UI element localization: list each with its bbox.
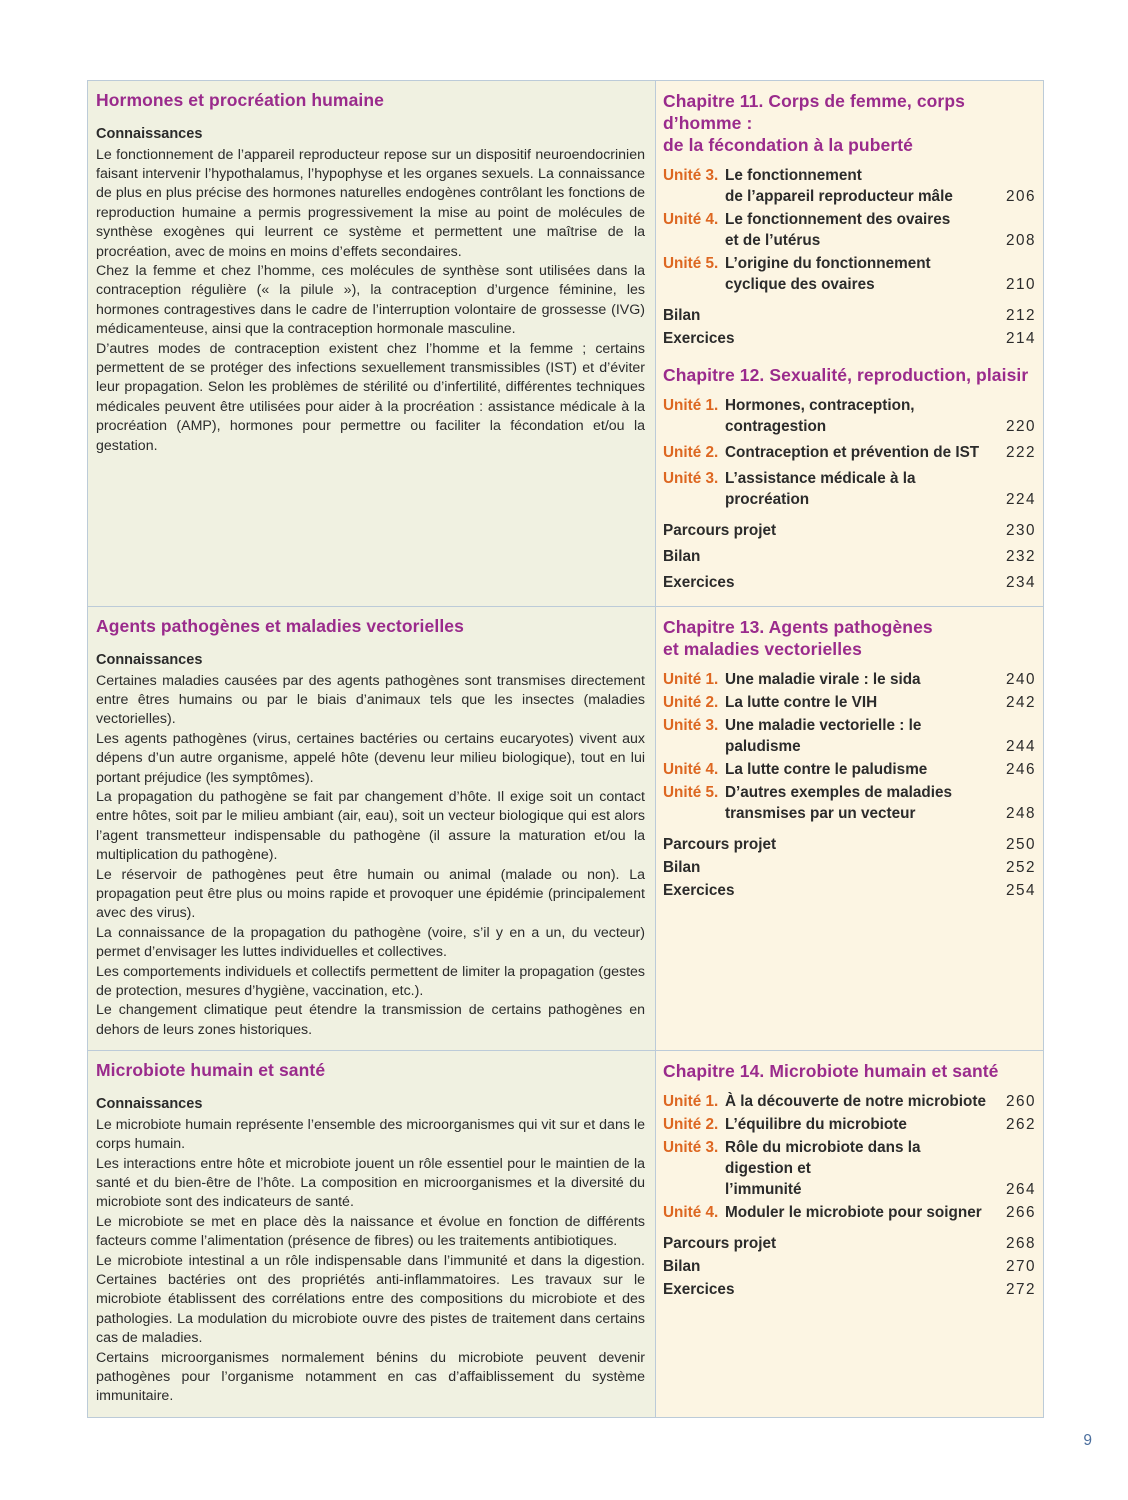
- chapter-title-line: Chapitre 14. Microbiote humain et santé: [663, 1061, 999, 1082]
- toc-entry-text: [725, 442, 992, 463]
- toc-entry-page: 240: [1005, 671, 1036, 688]
- toc-entry-page: 212: [1005, 307, 1036, 324]
- toc-entry-page: 266: [1005, 1204, 1036, 1222]
- program-title: Agents pathogènes et maladies vectorielles: [96, 616, 464, 636]
- program-paragraph: Certaines maladies causées par des agents pathogènes sont transmises directement entre êtres humains ou par le biais d’animaux tels que les insectes (maladies vectorielles).: [96, 672, 645, 728]
- toc-entry-line: Contraception et prévention de IST: [725, 444, 980, 461]
- toc-entry: [663, 468, 1036, 510]
- toc-entry: [663, 834, 1036, 855]
- toc-entry-page: 206: [1005, 188, 1036, 205]
- unit-label: Unité 5.: [663, 255, 719, 272]
- toc-entry-page: 234: [1005, 574, 1036, 591]
- contents-table: [87, 80, 1044, 1418]
- toc-entry-text: [725, 782, 992, 824]
- toc-entry-line: Bilan: [663, 307, 701, 324]
- program-paragraph: La connaissance de la propagation du pathogène (voire, s’il y en a un, du vecteur) permet d’envisager les luttes individuelles et collectives.: [96, 924, 645, 961]
- toc-entry-text: [663, 305, 992, 326]
- page-number: 9: [1083, 1432, 1092, 1449]
- program-block-3: [88, 1051, 656, 1417]
- toc-entry-text: [663, 546, 992, 567]
- unit-label: Unité 1.: [663, 671, 719, 688]
- chapter-column-3: [656, 1051, 1043, 1417]
- unit-label: Unité 4.: [663, 1204, 719, 1222]
- unit-label: Unité 4.: [663, 211, 719, 228]
- unit-label: Unité 2.: [663, 444, 719, 461]
- unit-label: Unité 4.: [663, 761, 719, 778]
- toc-entry-text: [725, 692, 992, 713]
- toc-entry: [663, 1256, 1036, 1277]
- toc-entry-text: [663, 857, 992, 878]
- toc-entry-line: transmises par un vecteur: [725, 805, 916, 822]
- chapter-11: [663, 90, 1036, 349]
- toc-entry-line: L’origine du fonctionnement: [725, 255, 931, 272]
- toc-entry-text: [663, 572, 992, 593]
- toc-entry-text: [663, 1256, 992, 1277]
- toc-entry-text: [725, 165, 992, 207]
- toc-entry-line: cyclique des ovaires: [725, 276, 875, 293]
- toc-entry: [663, 669, 1036, 690]
- toc-entry-line: L’assistance médicale à la procréation: [725, 470, 916, 508]
- chapter-title-line: Chapitre 12. Sexualité, reproduction, plaisir: [663, 365, 1029, 385]
- program-paragraphs: [96, 672, 645, 1041]
- toc-entry-text: [663, 1279, 992, 1300]
- toc-entry: [663, 253, 1036, 295]
- toc-entry-page: 224: [1005, 491, 1036, 508]
- toc-entry-text: [725, 1202, 992, 1223]
- program-paragraphs: [96, 1116, 645, 1407]
- program-paragraph: Le microbiote se met en place dès la naissance et évolue en fonction de différents facteurs comme l’alimentation (présence de fibres) ou les traitements antibiotiques.: [96, 1213, 645, 1250]
- chapter-title-line: de la fécondation à la puberté: [663, 135, 913, 155]
- toc-entry: [663, 782, 1036, 824]
- chapter-column-2: [656, 607, 1043, 1051]
- unit-label: Unité 2.: [663, 1116, 719, 1134]
- unit-label: Unité 3.: [663, 167, 719, 184]
- chapter-title: [663, 616, 1036, 660]
- toc-entry-page: 246: [1005, 761, 1036, 778]
- toc-entry-text: [725, 759, 992, 780]
- toc-entry-page: 230: [1005, 522, 1036, 539]
- toc-entry-page: 264: [1005, 1181, 1036, 1199]
- toc-entry-page: 232: [1005, 548, 1036, 565]
- program-paragraphs: [96, 146, 645, 457]
- toc-entry-text: [663, 834, 992, 855]
- toc-entry-line: Parcours projet: [663, 836, 777, 853]
- toc-entry: [663, 520, 1036, 541]
- program-paragraph: Le réservoir de pathogènes peut être humain ou animal (malade ou non). La propagation peut être plus ou moins rapide et provoquer une épidémie (principalement avec des virus).: [96, 866, 645, 922]
- toc-entry: [663, 1233, 1036, 1254]
- toc-entry: [663, 442, 1036, 463]
- toc-entry-text: [725, 468, 992, 510]
- unit-label: Unité 2.: [663, 694, 719, 711]
- toc-entry-line: À la découverte de notre microbiote: [725, 1093, 986, 1111]
- toc-entry-text: [663, 328, 992, 349]
- toc-entry-line: L’équilibre du microbiote: [725, 1116, 907, 1134]
- toc-entry-text: [725, 1114, 992, 1135]
- toc-entry-text: [663, 1233, 992, 1254]
- toc-entry-page: 242: [1005, 694, 1036, 711]
- program-title: Microbiote humain et santé: [96, 1060, 326, 1081]
- chapter-13: [663, 616, 1036, 901]
- toc-entry: [663, 1202, 1036, 1223]
- toc-entry-line: Le fonctionnement des ovaires: [725, 211, 951, 228]
- toc-entry-page: 254: [1005, 882, 1036, 899]
- toc-entry: [663, 209, 1036, 251]
- toc-entry: [663, 1114, 1036, 1135]
- connaissances-label: Connaissances: [96, 126, 203, 142]
- chapter-title-line: et maladies vectorielles: [663, 639, 862, 659]
- toc-entry-line: Le fonctionnement: [725, 167, 862, 184]
- chapter-12: [663, 364, 1036, 593]
- chapter-title: [663, 364, 1036, 386]
- chapter-14: [663, 1060, 1036, 1300]
- program-paragraph: Les comportements individuels et collectifs permettent de limiter la propagation (gestes de protection, mesures d’hygiène, vaccination, etc.).: [96, 963, 645, 999]
- program-paragraph: Les interactions entre hôte et microbiote jouent un rôle essentiel pour le maintien de la santé et du bien-être de l’hôte. La composition en microorganismes et la diversité du microbiote sont des indicateurs de santé.: [96, 1155, 645, 1211]
- toc-entry-line: l’immunité: [725, 1181, 802, 1199]
- toc-entry-line: Exercices: [663, 574, 735, 591]
- toc-entry: [663, 715, 1036, 757]
- toc-entry: [663, 1137, 1036, 1200]
- unit-label: Unité 1.: [663, 1093, 719, 1111]
- toc-entry-page: 252: [1005, 859, 1036, 876]
- toc-entry-page: 250: [1005, 836, 1036, 853]
- toc-entry-page: 262: [1005, 1116, 1036, 1134]
- toc-entry-line: Une maladie vectorielle : le paludisme: [725, 717, 922, 755]
- toc-entry-line: de l’appareil reproducteur mâle: [725, 188, 953, 205]
- program-paragraph: Le microbiote humain représente l’ensemble des microorganismes qui vit sur et dans le corps humain.: [96, 1116, 645, 1153]
- toc-entry-line: Bilan: [663, 548, 701, 565]
- toc-entry-text: [725, 253, 992, 295]
- toc-entry-line: Exercices: [663, 330, 735, 347]
- program-title: Hormones et procréation humaine: [96, 90, 385, 110]
- program-paragraph: Chez la femme et chez l’homme, ces molécules de synthèse sont utilisées dans la contraception régulière (« la pilule »), la contraception d’urgence féminine, les hormones contragestives dans le cadre de l’interruption volontaire de grossesse (IVG) médicamenteuse, ainsi que la contraception hormonale masculine.: [96, 262, 645, 338]
- toc-entry: [663, 1279, 1036, 1300]
- connaissances-label: Connaissances: [96, 1096, 203, 1113]
- unit-label: Unité 3.: [663, 470, 719, 487]
- unit-label: Unité 1.: [663, 397, 719, 414]
- toc-entry-page: 268: [1005, 1235, 1036, 1253]
- toc-entry-text: [663, 520, 992, 541]
- program-paragraph: Le fonctionnement de l’appareil reproducteur repose sur un dispositif neuroendocrinien faisant intervenir l’hypothalamus, l’hypophyse et les organes sexuels. La connaissance de plus en plus précise des hormones naturelles endogènes contrôlant les fonctions de reproduction humaine a permis progressivement la mise au point de molécules de synthèse exogènes qui leurrent ce système et permettent une maîtrise de la procréation, avec de moins en moins d’effets secondaires.: [96, 146, 645, 260]
- chapter-title-line: Chapitre 11. Corps de femme, corps d’homme :: [663, 91, 965, 133]
- toc-entry-text: [725, 209, 992, 251]
- toc-entry-text: [725, 1091, 992, 1112]
- unit-label: Unité 5.: [663, 784, 719, 801]
- toc-entry-line: et de l’utérus: [725, 232, 821, 249]
- toc-entry-text: [725, 715, 992, 757]
- toc-entry-page: 272: [1005, 1281, 1036, 1299]
- toc-entry: [663, 857, 1036, 878]
- toc-entry-line: Exercices: [663, 1281, 735, 1299]
- toc-entry-line: Moduler le microbiote pour soigner: [725, 1204, 982, 1222]
- toc-entry-text: [725, 395, 992, 437]
- toc-entry: [663, 328, 1036, 349]
- program-paragraph: Certains microorganismes normalement bénins du microbiote peuvent devenir pathogènes pour l’organisme notamment en cas d’affaiblissement du système immunitaire.: [96, 1349, 645, 1405]
- toc-entry-page: 210: [1005, 276, 1036, 293]
- program-paragraph: D’autres modes de contraception existent chez l’homme et la femme ; certains permettent de se protéger des infections sexuellement transmissibles (IST) et d’éviter leur propagation. Selon les problèmes de stérilité ou d’infertilité, différentes techniques médicales peuvent être utilisées pour aider à la procréation : assistance médicale à la procréation (AMP), hormones pour permettre ou faciliter la fécondation et/ou la gestation.: [96, 340, 645, 454]
- program-block-1: [88, 81, 656, 607]
- program-paragraph: Le changement climatique peut étendre la transmission de certains pathogènes en dehors de leurs zones historiques.: [96, 1002, 645, 1038]
- toc-entry: [663, 305, 1036, 326]
- toc-entry-line: D’autres exemples de maladies: [725, 784, 953, 801]
- toc-entry-line: Une maladie virale : le sida: [725, 671, 921, 688]
- toc-entry: [663, 759, 1036, 780]
- toc-entry-page: 220: [1005, 418, 1036, 435]
- toc-entry: [663, 546, 1036, 567]
- toc-entry-line: Parcours projet: [663, 1235, 777, 1253]
- program-paragraph: Les agents pathogènes (virus, certaines bactéries ou certains eucaryotes) vivent aux dépens d’un autre organisme, appelé hôte (devenu leur milieu biologique), tout en lui portant préjudice (les symptômes).: [96, 730, 645, 786]
- toc-entry: [663, 572, 1036, 593]
- chapter-title: [663, 90, 1036, 156]
- toc-entry: [663, 692, 1036, 713]
- toc-entry-line: Parcours projet: [663, 522, 777, 539]
- toc-entry-text: [725, 1137, 992, 1200]
- toc-entry-page: 260: [1005, 1093, 1036, 1111]
- toc-entry-line: La lutte contre le VIH: [725, 694, 878, 711]
- toc-entry-page: 248: [1005, 805, 1036, 822]
- toc-entry-text: [725, 669, 992, 690]
- toc-entry: [663, 395, 1036, 437]
- program-paragraph: La propagation du pathogène se fait par changement d’hôte. Il exige soit un contact entre hôtes, soit par le milieu ambiant (air, eau), soit un vecteur biologique qui est alors l’agent transmetteur indispensable du pathogène (il assure la maturation et/ou la multiplication du pathogène).: [96, 788, 645, 864]
- toc-entry-line: Bilan: [663, 1258, 701, 1276]
- toc-entry: [663, 880, 1036, 901]
- toc-entry-page: 222: [1005, 444, 1036, 461]
- chapter-title: [663, 1060, 1036, 1082]
- toc-entry-line: La lutte contre le paludisme: [725, 761, 928, 778]
- toc-entry-page: 270: [1005, 1258, 1036, 1276]
- program-block-2: [88, 607, 656, 1051]
- toc-entry: [663, 1091, 1036, 1112]
- chapter-title-line: Chapitre 13. Agents pathogènes: [663, 617, 933, 637]
- toc-entry-page: 208: [1005, 232, 1036, 249]
- toc-entry: [663, 165, 1036, 207]
- toc-entry-page: 244: [1005, 738, 1036, 755]
- toc-entry-page: 214: [1005, 330, 1036, 347]
- toc-entry-line: Exercices: [663, 882, 735, 899]
- unit-label: Unité 3.: [663, 717, 719, 734]
- chapter-column-1: [656, 81, 1043, 607]
- toc-entry-line: Bilan: [663, 859, 701, 876]
- program-paragraph: Le microbiote intestinal a un rôle indispensable dans l’immunité et dans la digestion. Certaines bactéries ont des propriétés anti-inflammatoires. Les travaux sur le microbiote établissent des corrélations entre des compositions du microbiote et des pathologies. La modulation du microbiote ouvre des pistes de traitement dans certains cas de maladies.: [96, 1252, 645, 1347]
- toc-entry-line: Rôle du microbiote dans la digestion et: [725, 1139, 921, 1178]
- toc-entry-text: [663, 880, 992, 901]
- unit-label: Unité 3.: [663, 1139, 719, 1157]
- connaissances-label: Connaissances: [96, 652, 203, 668]
- toc-entry-line: Hormones, contraception, contragestion: [725, 397, 915, 435]
